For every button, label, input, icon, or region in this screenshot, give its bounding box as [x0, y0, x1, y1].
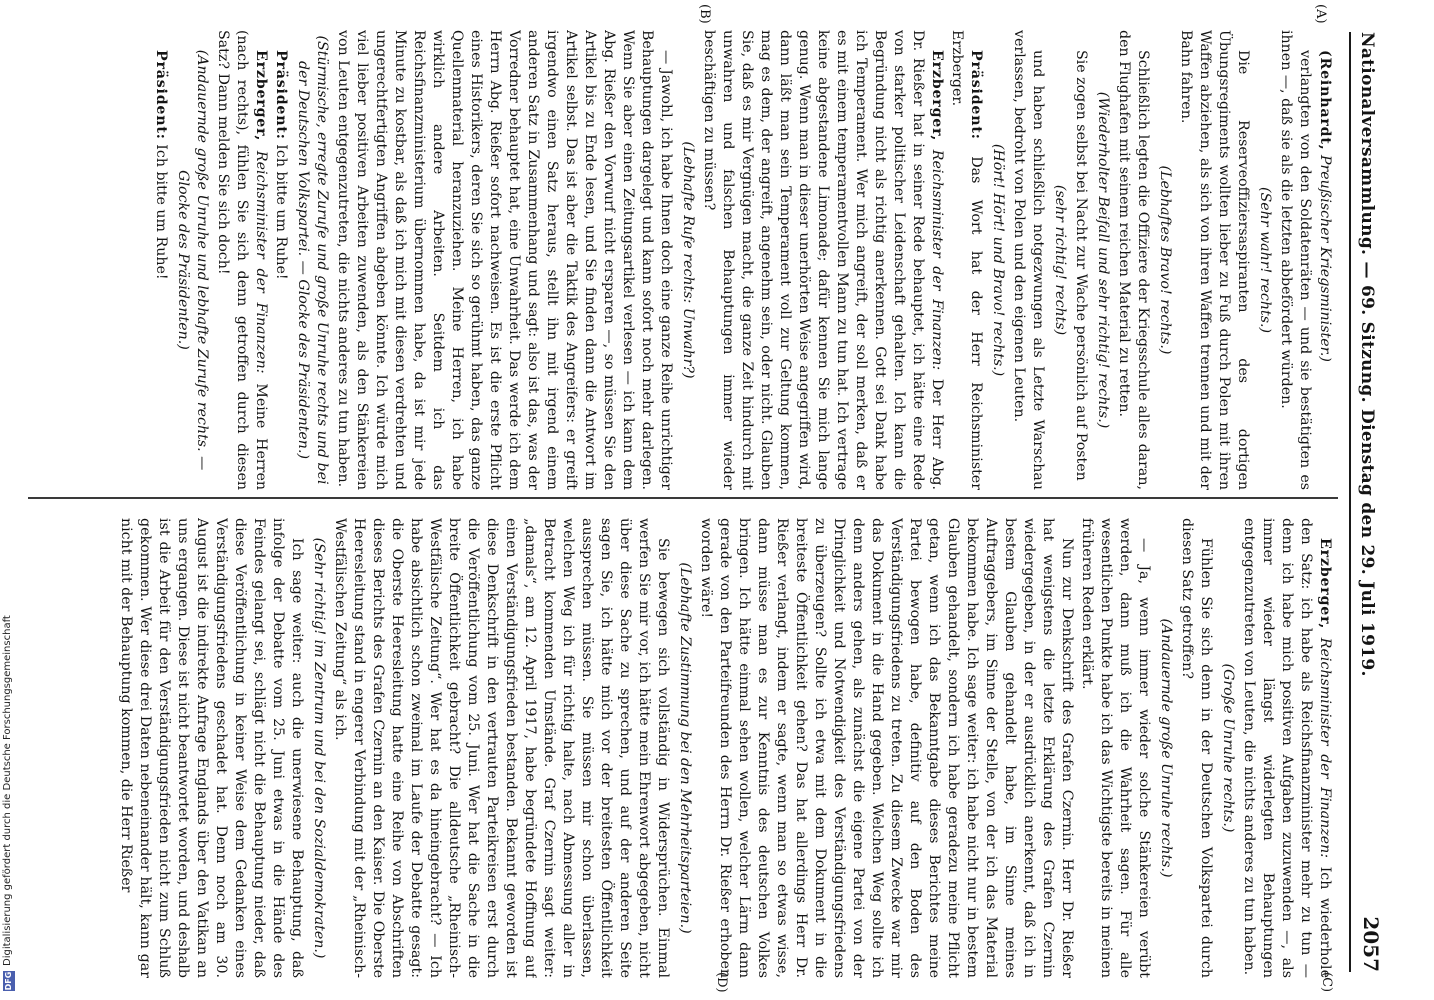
body-paragraph: Ich sage weiter: auch die unerwiesene Behauptung, daß infolge der Debatte vom 25. Juni etwas in die Hände des Feindes gelangt sei, schlägt nicht die Behauptung nieder, daß diese Veröffentlichung in keiner Weise dem Gedanken eines Verständigungsfriedens geschadet hat. Denn noch am 30. August ist die indirekte Anfrage Englands über den Vatikan an uns ergangen. Diese ist nicht beantwortet worden, und deshalb ist die Arbeit für den Verständigungsfrieden nicht zum Schluß gekommen. Wer diese drei Daten nebeneinander hält, kann gar nicht mit der Behauptung kommen, die Herr Rießer	[118, 518, 305, 978]
speech-paragraph	[271, 30, 290, 490]
speech-text: Das Wort hat der Herr Reichsminister Erzberger.	[949, 30, 984, 490]
margin-marker-d: (D)	[714, 972, 729, 993]
body-paragraph: — Ja, wenn immer wieder solche Stänkereien verübt werden, dann muß ich die Wahrheit sagen. Für alle wesentlichen Punkte habe ich das Wichtigste bereits in meinen früheren Reden erklärt.	[1079, 518, 1152, 978]
interjection: (sehr richtig! rechts)	[1052, 184, 1068, 336]
right-column	[34, 518, 1334, 978]
speaker-name: Präsident:	[153, 50, 169, 140]
interjection: (Sehr wahr! rechts.)	[1257, 186, 1273, 334]
interjection: (Lebhaftes Bravo! rechts.)	[1157, 165, 1173, 355]
footer-credit-text: Digitalisierung gefördert durch die Deutsche Forschungsgemeinschaft	[2, 615, 13, 966]
speech-text: Der Herr Abg. Dr. Rießer hat in seiner Rede behauptet, ich hätte eine Rede von starker politischer Leidenschaft gehalten. Ich kann die Begründung nicht als richtig anerkennen. Gott sei Dank habe ich Temperament. Wer mich angreift, der soll merken, daß er es mit einem temperamentvollen Mann zu tun hat. Ich vertrage keine abgestandene Limonade; dafür kennen Sie mich lange genug. Wenn man in dieser unerhörten Weise angegriffen wird, dann läßt man sein Temperament voll zur Geltung kommen, mag es dem, der angreift, angenehm sein, oder nicht. Glauben Sie, daß es mir Vergnügen macht, die ganze Zeit hindurch mit unwahren und falschen Behauptungen immer wieder beschäftigen zu müssen?	[701, 30, 945, 490]
body-paragraph: Sie bewegen sich vollständig in Widersprüchen. Einmal werfen Sie mir vor, ich hätte mein Ehrenwort abgegeben, nicht über diese Sache zu sprechen, und auf der anderen Seite sagen Sie, ich hätte mich vor der breitesten Öffentlichkeit aussprechen müssen. Sie müssen mir schon überlassen, welchen Weg ich für richtig halte, nach Abmessung aller in Betracht kommenden Umstände. Graf Czernin sagt weiter: „damals“, am 12. April 1917, habe begründete Hoffnung auf einen Verständigungsfrieden bestanden. Bekannt geworden ist diese Denkschrift in den vertrauten Parteikreisen erst durch die Veröffentlichung vom 25. Juni. Wer hat die Sache in die breite Öffentlichkeit gebracht? Die alldeutsche „Rheinisch-Westfälische Zeitung“. Wer hat es da hineingebracht? — Ich habe absichtlich schon zweimal im Laufe der Debatte gesagt: die Oberste Heeresleitung hatte eine Reihe von Abschriften dieses Berichts des Grafen Czernin an den Kaiser. Die Oberste Heeresleitung stand in engerer Verbindung mit der „Rheinisch-Westfälischen Zeitung“ als ich.	[332, 518, 671, 978]
body-paragraph: Nun zur Denkschrift des Grafen Czernin. Herr Dr. Rießer hat wenigstens die letzte Erklärung des Grafen Czernin wiedergegeben, in der er ausdrücklich anerkennt, daß ich in bestem Glauben gehandelt habe, im Sinne meines Auftraggebers, im Sinne der Stelle, von der ich das Material bekommen habe. Ich sage weiter: ich habe nicht nur in bestem Glauben gehandelt, sondern ich habe geradezu meine Pflicht getan, wenn ich das Bekanntgabe dieses Berichtes meine Partei bewogen habe, definitiv auf den Boden des Verständigungsfriedens zu treten. Zu diesem Zwecke war mir das Dokument in die Hand gegeben. Welchen Weg sollte ich denn anders gehen, als zunächst die eigene Partei von der Dringlichkeit und Notwendigkeit des Verständigungsfriedens zu überzeugen? Sollte ich etwa mit dem Dokument in die breiteste Öffentlichkeit gehen? Das hat allerdings Herr Dr. Rießer verlangt, indem er sagte, wenn man so etwas wisse, dann müsse man es zur Kenntnis des deutschen Volkes bringen. Ich hätte einmal sehen wollen, welcher Lärm dann gerade von den Parteifreunden des Herrn Dr. Rießer erhoben worden wäre!	[698, 518, 1075, 978]
interjection: (Lebhafte Zustimmung bei den Mehrheitsparteien.)	[677, 562, 693, 934]
speaker-name: Präsident:	[273, 50, 289, 140]
body-paragraph: und haben schließlich notgezwungen als Letzte Warschau verlassen, bedroht von Polen und den eigenen Leuten.	[1011, 30, 1046, 490]
body-paragraph: — Jawohl, ich habe Ihnen doch eine ganze Reihe unrichtiger Behauptungen dargelegt und kann sofort noch mehr darlegen. Wenn Sie aber einen Zeitungsartikel verlesen — ich kann dem Abg. Rießer den Vorwurf nicht ersparen —, so müssen Sie den Artikel bis zu Ende lesen, und Sie finden dann die Antwort im Artikel selbst. Das ist aber die Taktik des Angreifers: er greift irgendwo einen Satz heraus, stellt ihn mit irgend einem anderen Satz in Zusammenhang und sagt: also ist das, was der Vorredner behauptet hat, eine Unwahrheit. Das werde ich dem Herrn Abg. Rießer sofort nachweisen. Es ist die erste Pflicht eines Historikers, deren Sie sich so gerühmt haben, das ganze Quellenmaterial heranzuziehen. Meine Herren, ich habe wirklich andere Arbeiten. Seitdem ich das Reichsfinanzministerium übernommen habe, da ist mir jede Minute zu kostbar, als daß ich mich mit diesen verdrehten und ungerechtfertigten Angriffen abgeben könnte. Ich würde mich viel lieber positiven Arbeiten zuwenden, als den Stänkereien von Leuten entgegenzutreten, die nichts anderes zu tun haben.	[335, 30, 674, 490]
page-header	[1349, 32, 1389, 972]
interjection: (Andauernde große Unruhe und lebhafte Zurufe rechts. — Glocke des Präsidenten.)	[175, 49, 210, 471]
interjection: (Lebhafte Rufe rechts: Unwahr?)	[680, 141, 696, 379]
interjection: (Hört! Hört! und Bravo! rechts.)	[990, 143, 1006, 377]
speech-paragraph	[947, 30, 985, 490]
interjection: (Große Unruhe rechts.)	[1220, 663, 1236, 833]
page-number: 2057	[1359, 916, 1383, 972]
speaker-role: Reichsminister der Finanzen:	[253, 150, 269, 374]
speech-paragraph	[699, 30, 946, 490]
header-title: Nationalversammlung. — 69. Sitzung. Dienstag den 29. Juli 1919.	[1357, 32, 1377, 677]
body-paragraph: Die Reserveoffiziersaspiranten des dortigen Übungsregiments wollten lieber zu Fuß durch Polen mit ihren Waffen abziehen, als sich von ihren Waffen trennen und mit der Bahn fahren.	[1178, 30, 1251, 490]
dfg-logo: DFG	[4, 971, 13, 991]
body-paragraph: Fühlen Sie sich denn in der Deutschen Volkspartei durch diesen Satz getroffen?	[1179, 518, 1214, 978]
speech-text: Ich bitte um Ruhe!	[153, 144, 169, 280]
header-rule	[1349, 32, 1351, 972]
speech-text: Ich bitte um Ruhe!	[273, 144, 289, 280]
speech-paragraph	[1239, 518, 1334, 978]
speaker-name: (Reinhardt,	[1317, 50, 1333, 151]
interjection: (Wiederholter Beifall und sehr richtig! rechts.)	[1095, 91, 1111, 429]
speech-text: Ich wiederhole den Satz: ich habe als Reichsfinanzminister mehr zu tun — denn ich habe mich positiven Aufgaben zuzuwenden —, als immer wieder längst widerlegten Behauptungen entgegenzutreten von Leuten, die nichts anderes zu tun haben.	[1241, 518, 1333, 978]
margin-marker-b: (B)	[697, 4, 712, 24]
body-paragraph: Schließlich legten die Offiziere der Kriegsschule alles daran, den Flughafen mit seinem reichen Material zu retten.	[1116, 30, 1151, 490]
footer-credit	[2, 0, 16, 1000]
left-column	[34, 30, 1334, 490]
speaker-role: Reichsminister der Finanzen:	[1317, 637, 1333, 859]
speech-text: Meine Herren (nach rechts), fühlen Sie sich denn getroffen durch diesen Satz? Dann melden Sie sich doch!	[215, 30, 269, 490]
interjection: (Stürmische, erregte Zurufe und große Unruhe rechts und bei der Deutschen Volkspartei. — Glocke des Präsidenten.)	[295, 35, 330, 485]
speaker-name: Erzberger,	[253, 50, 269, 142]
speaker-name: Erzberger,	[1317, 538, 1333, 630]
column-divider	[28, 497, 1338, 499]
speaker-name: Präsident:	[968, 50, 984, 140]
margin-marker-c: (C)	[1319, 972, 1334, 993]
margin-marker-a: (A)	[1313, 4, 1328, 24]
speaker-role: Preußischer Kriegsminister.)	[1317, 154, 1333, 362]
interjection: (Andauernde große Unruhe rechts.)	[1158, 618, 1174, 878]
speech-paragraph	[1315, 30, 1334, 490]
speech-paragraph	[151, 30, 170, 490]
speaker-role: Reichsminister der Finanzen:	[929, 149, 945, 371]
interjection: (Sehr richtig! im Zentrum und bei den Sozialdemokraten.)	[311, 537, 327, 959]
body-paragraph: Sie zogen selbst bei Nacht zur Wache persönlich auf Posten	[1073, 50, 1089, 481]
speech-paragraph	[213, 30, 270, 490]
body-paragraph: verlangten von den Soldatenräten — und sie bestätigten es ihnen —, daß sie als die letzten abbefördert würden.	[1278, 30, 1313, 490]
speaker-name: Erzberger,	[929, 50, 945, 142]
